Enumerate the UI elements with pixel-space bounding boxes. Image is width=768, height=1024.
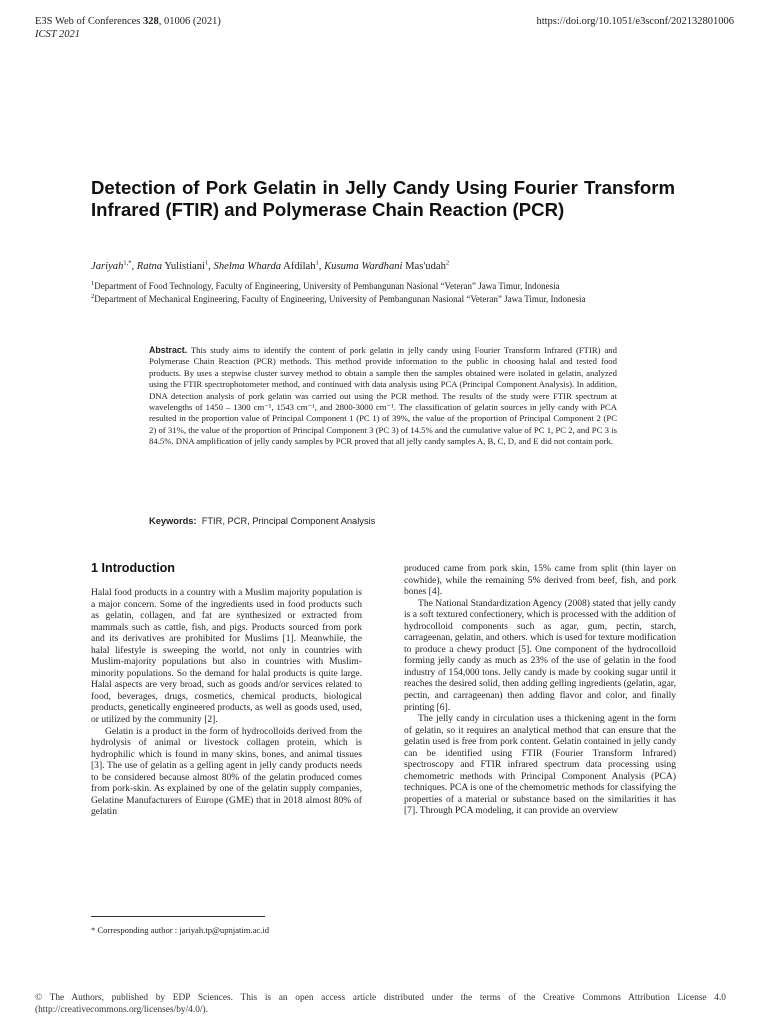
abstract	[149, 345, 617, 448]
running-header-left	[35, 15, 221, 41]
paragraph: produced came from pork skin, 15% came from split (thin layer on cowhide), while the remaining 5% derived from beef, fish, and pork bones [4].	[404, 563, 676, 598]
body-column-left	[91, 587, 362, 818]
abstract-label: Abstract.	[149, 345, 188, 355]
author-list	[91, 261, 449, 272]
doi-link[interactable]: https://doi.org/10.1051/e3sconf/202132801006	[536, 16, 734, 27]
affiliation: $^2$Department of Mechanical Engineering, Faculty of Engineering, University of Pembangunan Nasional “Veteran” Jawa Timur, Indonesia	[91, 293, 586, 304]
author: Jariyah$^{1,*}$,	[91, 259, 137, 272]
abstract-text: This study aims to identify the content of pork gelatin in jelly candy using Fourier Transform Infrared (FTIR) and Polymerase Chain Reaction (PCR) methods. This method provide information to the public in choosing halal and tested food products. By uses a stepwise cluster survey method to obtain a sample then the samples obtained were isolated in gelatin, analyzed using the FTIR spectrophotometer method, and continued with data analysis using PCA (Principal Component Analysis). In addition, DNA detection analysis of pork gelatin was carried out using the PCR method. The results of the study were FTIR spectrum at wavelengths of 1450 – 1300 cm⁻¹, 1543 cm⁻¹, and 2800-3000 cm⁻¹. The classification of gelatin sources in jelly candy with PCA resulted in the proportion value of Principal Component 1 (PC 1) of 39%, the value of the proportion of Principal Component 2 (PC 2) of 31%, the value of the proportion of Principal Component 3 (PC 3) of 14.5% and the cumulative value of PC 1, PC 2, and PC 3 is 84.5%. DNA amplification of jelly candy samples by PCR proved that all jelly candy samples A, B, C, D, and E did not contain pork.	[149, 345, 617, 447]
journal-name: E3S Web of Conferences	[35, 16, 141, 27]
keywords-text: FTIR, PCR, Principal Component Analysis	[201, 516, 376, 526]
corresponding-author-footnote: * Corresponding author : jariyah.tp@upnjatim.ac.id	[91, 925, 270, 935]
article-info: , 01006 (2021)	[158, 16, 221, 27]
conference-name: ICST 2021	[35, 29, 81, 40]
affiliation: $^1$Department of Food Technology, Faculty of Engineering, University of Pembangunan Nasional “Veteran” Jawa Timur, Indonesia	[91, 280, 560, 291]
journal-line	[35, 15, 221, 28]
paragraph: The jelly candy in circulation uses a thickening agent in the form of gelatin, so it requires an analytical method that can ensure that the gelatin used is free from pork content. Gelatin contained in jelly candy can be identified using FTIR (Fourier Transform Infrared) spectroscopy and FTIR infrared spectrum data processing using chemometric methods with Principal Component Analysis (PCA) techniques. PCA is one of the chemometric methods for classifying the properties of a material or substance based on the similarities it has [7]. Through PCA modeling, it can provide an overview	[404, 713, 676, 817]
author: Shelma Wharda Afdilah$^1$,	[213, 259, 325, 272]
paper-title: Detection of Pork Gelatin in Jelly Candy Using Fourier Transform Infrared (FTIR) and Polymerase Chain Reaction (PCR)	[91, 177, 675, 220]
paragraph: Gelatin is a product in the form of hydrocolloids derived from the hydrolysis of animal or livestock collagen protein, which is hydrophilic which is found in many skins, bones, and animal tissues [3]. The use of gelatin as a gelling agent in jelly candy products needs to be considered because almost 80% of the gelatin produced comes from pork-skin. As explained by one of the gelatin supply companies, Gelatine Manufacturers of Europe (GME) that in 2018 almost 80% of gelatin	[91, 725, 362, 818]
section-heading: 1 Introduction	[91, 561, 175, 575]
body-column-right	[404, 563, 676, 817]
author: Ratna Yulistiani$^1$,	[136, 259, 214, 272]
paragraph: Halal food products in a country with a Muslim majority population is a major concern. Some of the ingredients used in food products such as gelatin, collagen, and fat are synthesized or extracted from mammals such as cattle, fish, and pigs. Products sourced from pork and its derivatives are prohibited for Muslims [1]. Meanwhile, the halal lifestyle is sweeping the world, not only in countries with Muslim-majority populations but also in countries with Muslim-minority populations. So the demand for halal products is quite large. Halal aspects are very broad, such as goods and/or services related to food, beverages, drugs, cosmetics, chemical products, biological products, genetically engineered products, as well as goods used, used, or utilized by the community [2].	[91, 587, 362, 726]
license-notice: © The Authors, published by EDP Sciences. This is an open access article distributed under the terms of the Creative Commons Attribution License 4.0 (http://creativecommons.org/licenses/by/4.0/).	[35, 993, 726, 1015]
paragraph: The National Standardization Agency (2008) stated that jelly candy is a soft textured confectionery, which is processed with the addition of hydrocolloid components such as agar, gum, pectin, starch, carrageenan, gelatin, and others. which is used for texture modification to produce a chewy product [5]. One component of the hydrocolloid forming jelly candy as much as 23% of the use of gelatin in the food industry of 154,000 tons. Jelly candy is made by cooking sugar until it reaches the desired solid, then adding gelling ingredients (gelatin, agar, pectin, and carrageenan) then adding flavor and color, and finally printing [6].	[404, 597, 676, 713]
keywords-label: Keywords:	[149, 516, 197, 526]
footnote-rule	[91, 916, 265, 917]
journal-volume: 328	[143, 16, 159, 27]
author: Kusuma Wardhani Mas'udah$^2$	[324, 259, 450, 272]
keywords	[149, 516, 375, 526]
